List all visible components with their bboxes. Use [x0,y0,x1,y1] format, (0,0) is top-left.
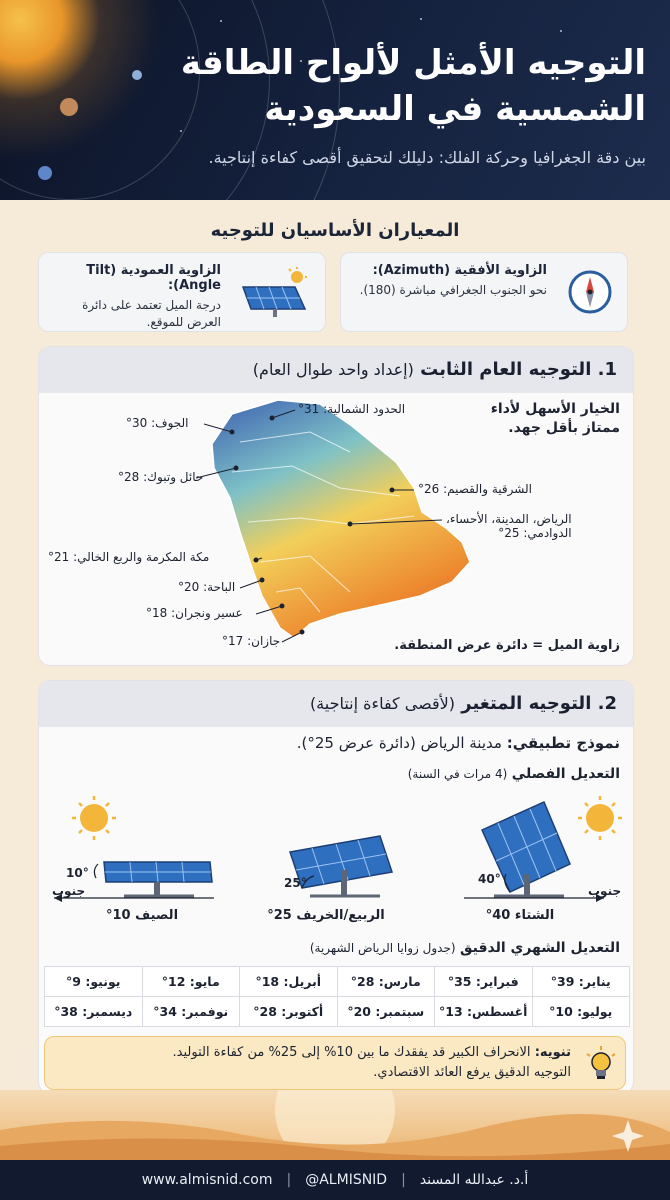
label-makkah: مكة المكرمة والربع الخالي: 21° [48,550,210,564]
label-north-border: الحدود الشمالية: 31° [298,402,406,416]
month-cell: فبراير: 35° [435,967,533,997]
month-cell: يوليو: 10° [532,997,630,1027]
page-title: التوجيه الأمثل لألواح الطاقة الشمسية في السعودية [180,43,646,129]
warning-note: تنويه: الانحراف الكبير قد يفقدك ما بين 10% إلى 25% من كفاءة التوليد. التوجيه الدقيق يرفع العائد الاقتصادي. [44,1036,626,1090]
lightbulb-icon [584,1046,618,1082]
tilt-card [38,252,326,332]
footer-website[interactable]: www.almisnid.com [141,1172,273,1188]
winter-caption: الشتاء 40° [485,908,555,923]
month-cell: مايو: 12° [142,967,240,997]
label-asir: عسير ونجران: 18° [146,606,243,620]
solar-panel-icon [235,267,315,319]
variable-heading: 2. التوجيه المتغير (لأقصى كفاءة إنتاجية) [39,681,633,727]
spring-autumn-caption: الربيع/الخريف 25° [267,908,385,923]
label-baha: الباحة: 20° [178,580,236,594]
azimuth-desc: نحو الجنوب الجغرافي مباشرة (180). [359,283,547,297]
footer-bar: www.almisnid.com | @ALMISNID | أ.د. عبدالله المسند [0,1160,670,1200]
month-cell: أبريل: 18° [240,967,338,997]
summer-angle: 10° [66,866,89,880]
azimuth-title: الزاوية الأفقية (Azimuth): [372,263,547,278]
footer-handle[interactable]: @ALMISNID [305,1172,388,1188]
winter-panel-diagram [464,802,604,902]
month-cell: أغسطس: 13° [435,997,533,1027]
tilt-desc: درجة الميل تعتمد على دائرة العرض للموقع. [82,298,221,329]
month-cell: يونيو: 9° [45,967,143,997]
winter-angle: 40° [478,872,501,886]
month-cell: مارس: 28° [337,967,435,997]
table-row [45,997,630,1027]
desert-background [0,1090,670,1160]
month-cell: أكتوبر: 28° [240,997,338,1027]
month-cell: سبتمبر: 20° [337,997,435,1027]
monthly-line: التعديل الشهري الدقيق (جدول زوايا الرياض الشهرية) [309,940,620,956]
sun-icon [72,796,116,840]
criteria-title: المعياران الأساسيان للتوجيه [210,220,460,241]
label-riyadh: الرياض، المدينة، الأحساء، الدوادمي: 25° [446,512,572,540]
south-label-right: جنوب [588,884,622,898]
fixed-intro: الخيار الأسهل لأداء ممتاز بأقل جهد. [490,401,620,436]
monthly-table [44,966,630,1027]
label-hail-tabuk: حائل وتبوك: 28° [118,470,204,484]
south-label-left: جنوب [52,884,86,898]
label-jouf: الجوف: 30° [126,416,189,430]
header-banner [0,0,670,200]
fixed-heading: 1. التوجيه العام الثابت (إعداد واحد طوال العام) [39,347,633,393]
table-row [45,967,630,997]
month-cell: يناير: 39° [532,967,630,997]
tilt-title: الزاوية العمودية (Tilt Angle): [86,263,221,293]
summer-caption: الصيف 10° [105,908,179,923]
compass-icon [567,269,613,315]
label-jazan: جازان: 17° [222,634,281,648]
seasonal-line: التعديل الفصلي (4 مرات في السنة) [407,766,620,782]
page-subtitle: بين دقة الجغرافيا وحركة الفلك: دليلك لتحقيق أقصى كفاءة إنتاجية. [208,148,646,167]
planet-icon [38,166,52,180]
planet-icon [60,98,78,116]
month-cell: ديسمبر: 38° [45,997,143,1027]
sun-icon [578,796,622,840]
azimuth-card [340,252,628,332]
dunes-decoration [0,1090,670,1160]
label-east-qassim: الشرقية والقصيم: 26° [418,482,532,496]
fixed-rule: زاوية الميل = دائرة عرض المنطقة. [394,638,620,653]
footer-author: أ.د. عبدالله المسند [419,1172,529,1188]
spring-angle: 25° [284,876,307,890]
example-line: نموذج تطبيقي: مدينة الرياض (دائرة عرض 25°). [296,734,620,752]
month-cell: نوفمبر: 34° [142,997,240,1027]
